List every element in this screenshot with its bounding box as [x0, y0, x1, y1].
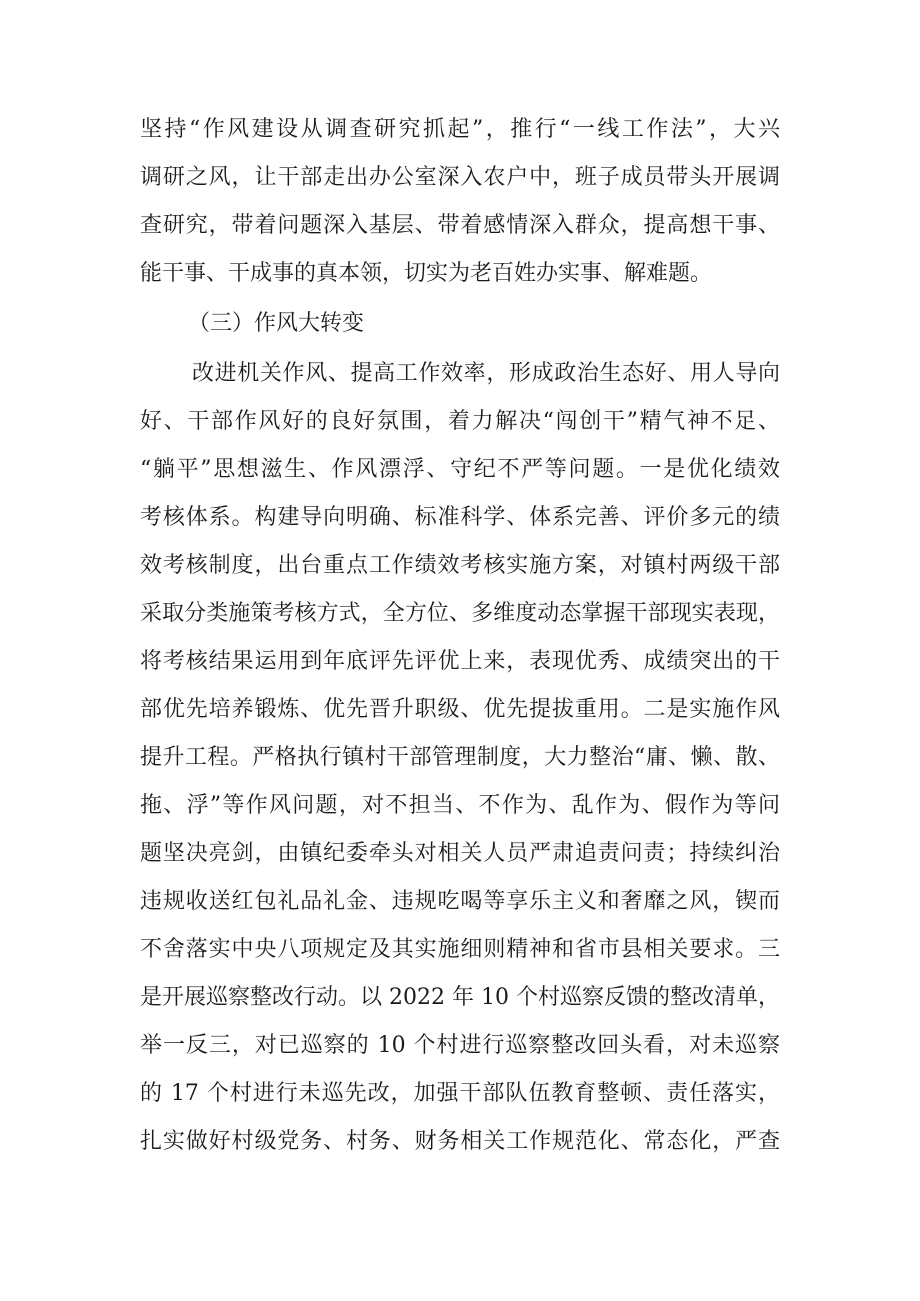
text-line: 调研之风，让干部走出办公室深入农户中，班子成员带头开展调 [140, 165, 780, 190]
text-line: 的 17 个村进行未巡先改，加强干部队伍教育整顿、责任落实， [140, 1081, 780, 1106]
text-line: 举一反三，对已巡察的 10 个村进行巡察整改回头看，对未巡察 [140, 1033, 780, 1058]
text-line: 是开展巡察整改行动。以 2022 年 10 个村巡察反馈的整改清单， [140, 985, 780, 1010]
text-line: 提升工程。严格执行镇村干部管理制度，大力整治“庸、懒、散、 [140, 745, 780, 770]
text-line: 改进机关作风、提高工作效率，形成政治生态好、用人导向 [192, 361, 780, 386]
text-line: 扎实做好村级党务、村务、财务相关工作规范化、常态化，严查 [140, 1129, 780, 1154]
text-line: 题坚决亮剑，由镇纪委牵头对相关人员严肃追责问责；持续纠治 [140, 841, 780, 866]
text-line: 部优先培养锻炼、优先晋升职级、优先提拔重用。二是实施作风 [140, 697, 780, 722]
text-line: 效考核制度，出台重点工作绩效考核实施方案，对镇村两级干部 [140, 553, 780, 578]
text-line: 查研究，带着问题深入基层、带着感情深入群众，提高想干事、 [140, 213, 780, 238]
text-line: 违规收送红包礼品礼金、违规吃喝等享乐主义和奢靡之风，锲而 [140, 889, 780, 914]
text-line: 好、干部作风好的良好氛围，着力解决“闯创干”精气神不足、 [140, 409, 780, 434]
text-line: 考核体系。构建导向明确、标准科学、体系完善、评价多元的绩 [140, 505, 780, 530]
text-line: 坚持“作风建设从调查研究抓起”，推行“一线工作法”，大兴 [140, 117, 780, 142]
text-line: “躺平”思想滋生、作风漂浮、守纪不严等问题。一是优化绩效 [140, 457, 780, 482]
text-line: 将考核结果运用到年底评先评优上来，表现优秀、成绩突出的干 [140, 649, 780, 674]
text-line: 能干事、干成事的真本领，切实为老百姓办实事、解难题。 [140, 261, 713, 286]
text-line: 拖、浮”等作风问题，对不担当、不作为、乱作为、假作为等问 [140, 793, 780, 818]
section-heading: （三）作风大转变 [188, 311, 365, 336]
text-line: 采取分类施策考核方式，全方位、多维度动态掌握干部现实表现， [140, 601, 780, 626]
text-line: 不舍落实中央八项规定及其实施细则精神和省市县相关要求。三 [140, 937, 780, 962]
